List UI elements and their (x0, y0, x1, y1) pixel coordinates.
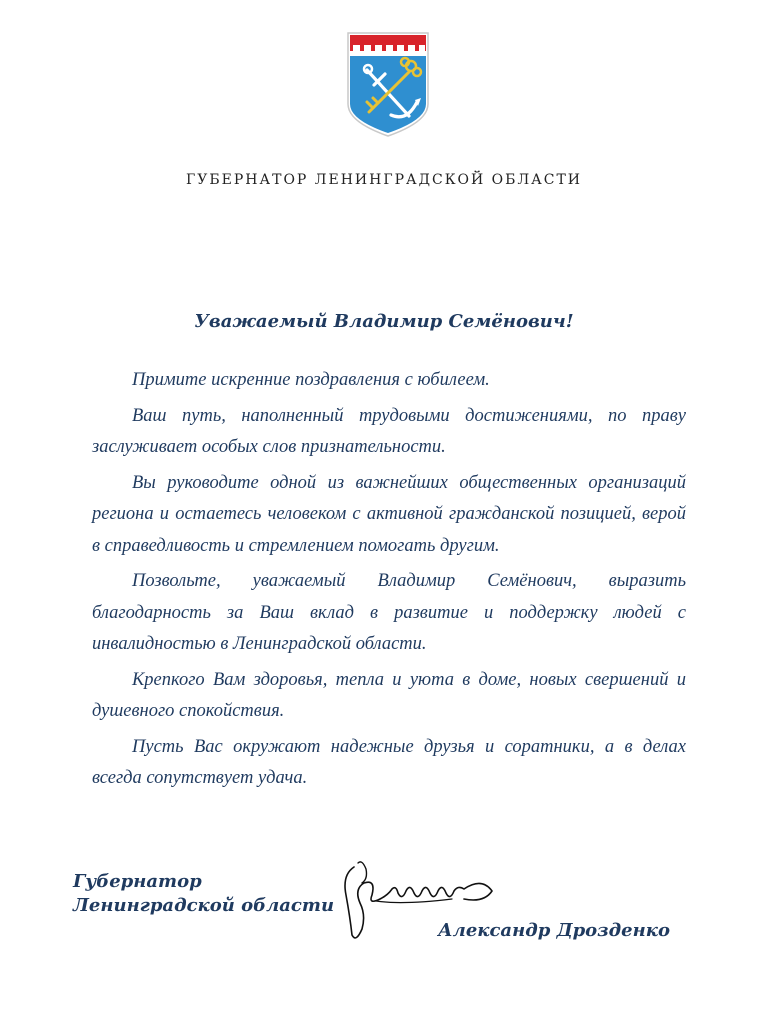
letter-paragraph: Ваш путь, наполненный трудовыми достижениями, по праву заслуживает особых слов признательности. (92, 405, 686, 457)
letter-paragraph: Примите искренние поздравления с юбилеем. (132, 370, 490, 390)
signatory-title-line: Ленинградской области (73, 895, 335, 916)
signatory-title-line: Губернатор (73, 871, 202, 892)
coat-of-arms-icon (345, 30, 431, 138)
letter-paragraph: Позвольте, уважаемый Владимир Семёнович, выразить благодарность за Ваш вклад в развитие и поддержку людей с инвалидностью в Ленинградской области. (92, 571, 686, 654)
signatory-title (73, 870, 334, 918)
issuer-heading: ГУБЕРНАТОР ЛЕНИНГРАДСКОЙ ОБЛАСТИ (185, 172, 582, 188)
letter-body (92, 365, 686, 799)
letter-paragraph: Вы руководите одной из важнейших общественных организаций региона и остаетесь человеком с активной гражданской позицией, верой в справедливость и стремлением помогать другим. (92, 472, 686, 556)
letter-paragraph: Пусть Вас окружают надежные друзья и соратники, а в делах всегда сопутствует удача. (92, 736, 686, 788)
letter-greeting: Уважаемый Владимир Семёнович! (194, 311, 574, 332)
signatory-name: Александр Дрозденко (438, 920, 670, 941)
letter-paragraph: Крепкого Вам здоровья, тепла и уюта в доме, новых свершений и душевного спокойствия. (92, 669, 686, 721)
